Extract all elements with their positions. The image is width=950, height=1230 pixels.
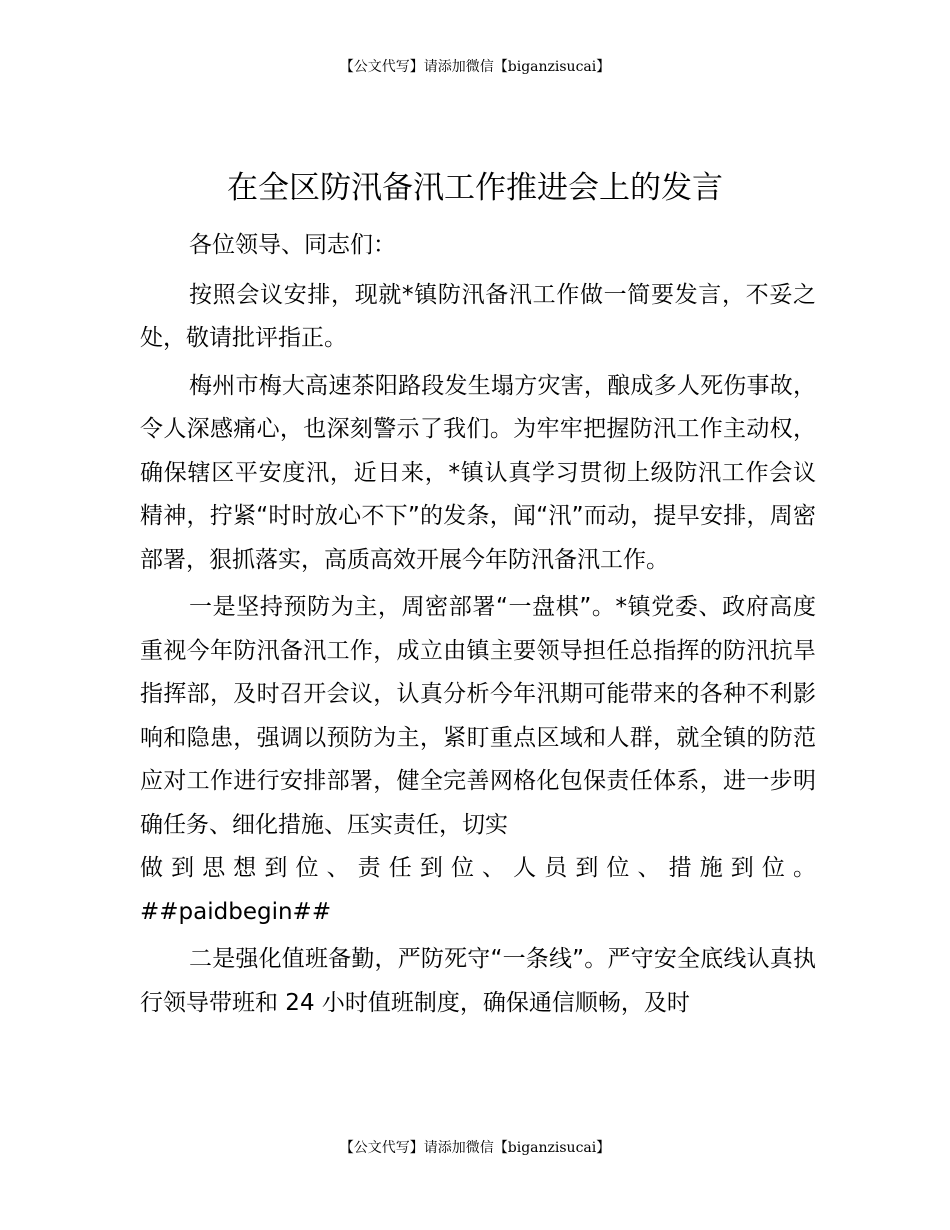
greeting-line: 各位领导、同志们： bbox=[189, 232, 396, 258]
spread-line: 做到思想到位、责任到位、人员到位、措施到位。 bbox=[140, 855, 816, 881]
page-header: 【公文代写】请添加微信【biganzisucai】 bbox=[339, 59, 611, 75]
paragraph-intro: 按照会议安排，现就*镇防汛备汛工作做一简要发言，不妥之处，敬请批评指正。 bbox=[140, 281, 816, 351]
page-footer: 【公文代写】请添加微信【biganzisucai】 bbox=[339, 1140, 611, 1156]
paragraph-point-one-text: 一是坚持预防为主，周密部署“一盘棋”。*镇党委、政府高度重视今年防汛备汛工作，成立由镇主要领导担任总指挥的防汛抗旱指挥部，及时召开会议，认真分析今年汛期可能带来的各种不利影响和隐患，强调以预防为主，紧盯重点区域和人群，就全镇的防范应对工作进行安排部署，健全完善网格化包保责任体系，进一步明确任务、细化措施、压实责任，切实 bbox=[140, 594, 816, 838]
document-title: 在全区防汛备汛工作推进会上的发言 bbox=[227, 170, 723, 206]
paragraph-point-two: 二是强化值班备勤，严防死守“一条线”。严守安全底线认真执行领导带班和 24 小时值班制度，确保通信顺畅，及时 bbox=[140, 946, 816, 1016]
document-body bbox=[140, 224, 816, 1025]
paid-marker: ##paidbegin## bbox=[140, 898, 332, 925]
paragraph-background: 梅州市梅大高速茶阳路段发生塌方灾害，酿成多人死伤事故，令人深感痛心，也深刻警示了我们。为牢牢把握防汛工作主动权，确保辖区平安度汛，近日来，*镇认真学习贯彻上级防汛工作会议精神，拧紧“时时放心不下”的发条，闻“汛”而动，提早安排，周密部署，狠抓落实，高质高效开展今年防汛备汛工作。 bbox=[140, 372, 816, 573]
paragraph-point-one bbox=[140, 586, 816, 847]
